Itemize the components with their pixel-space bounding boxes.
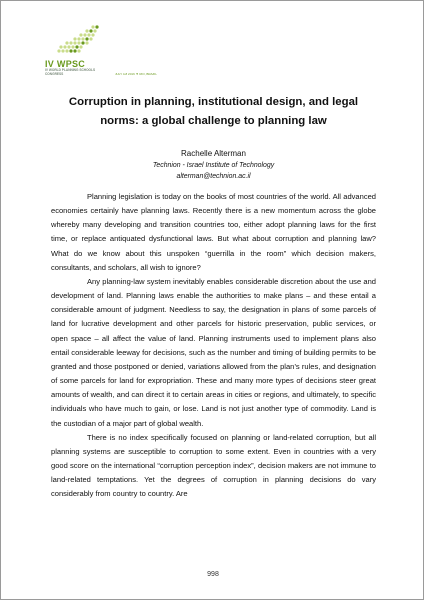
logo-subtitle: IV WORLD PLANNING SCHOOLS CONGRESS: [45, 68, 96, 76]
paper-title: Corruption in planning, institutional design, and legal norms: a global challenge to planning law: [68, 96, 359, 127]
page-number: 998: [207, 571, 219, 578]
paragraph: Planning legislation is today on the books of most countries of the world. All advanced economies certainly have planning laws. Recently there is a new momentum across the globe whereby many developing and transition countries too, either adopt planning laws for the first time, or replace antiquated dysfunctional laws. But what about corruption and planning law? What do we know about this unspoken “guerrilla in the room” which decision makers, consultants, and scholars, all wish to ignore?: [51, 192, 376, 272]
body-text: [51, 190, 376, 501]
author-name: Rachelle Alterman: [181, 149, 246, 158]
logo-tagline: JULY 4-8 2016 ▼ RIO, BRAZIL: [115, 72, 157, 76]
author-email: alterman@technion.ac.il: [176, 173, 251, 180]
conference-logo: [45, 21, 157, 79]
globe-logo-icon: [45, 21, 105, 59]
paragraph: Any planning-law system inevitably enables considerable discretion about the use and development of land. Planning laws enable the authorities to make plans – and these entail a considerable amount of judgment. Needless to say, the designation in plans of some parcels of land for lucrative development and other parcels for historic preservation, public services, or open space – all affect the value of land. Planning instruments used to implement plans also entail considerable leeway for decisions, such as the number and timing of building permits to be granted and those postponed or denied, variations allowed from the plan’s rules, and designation of some parcels for land for expropriation. These and many more types of decisions steer great amounts of wealth, and can direct it to certain areas in cities or regions, and ultimately, to specific individuals who have much to gain, or lose. Land is not just another type of commodity. Land is the custodian of a major part of global wealth.: [51, 276, 376, 428]
author-affiliation: Technion - Israel Institute of Technology: [152, 162, 275, 169]
logo-title: IV WPSC: [45, 59, 86, 69]
paragraph: There is no index specifically focused on planning or land-related corruption, but all planning systems are susceptible to corruption to some extent. Even in countries with a very good score on the international “corruption perception index”, decision makers are not immune to land-related temptations. Yet the degrees of corruption in planning decisions do vary considerably from country to country. Are: [51, 432, 376, 499]
